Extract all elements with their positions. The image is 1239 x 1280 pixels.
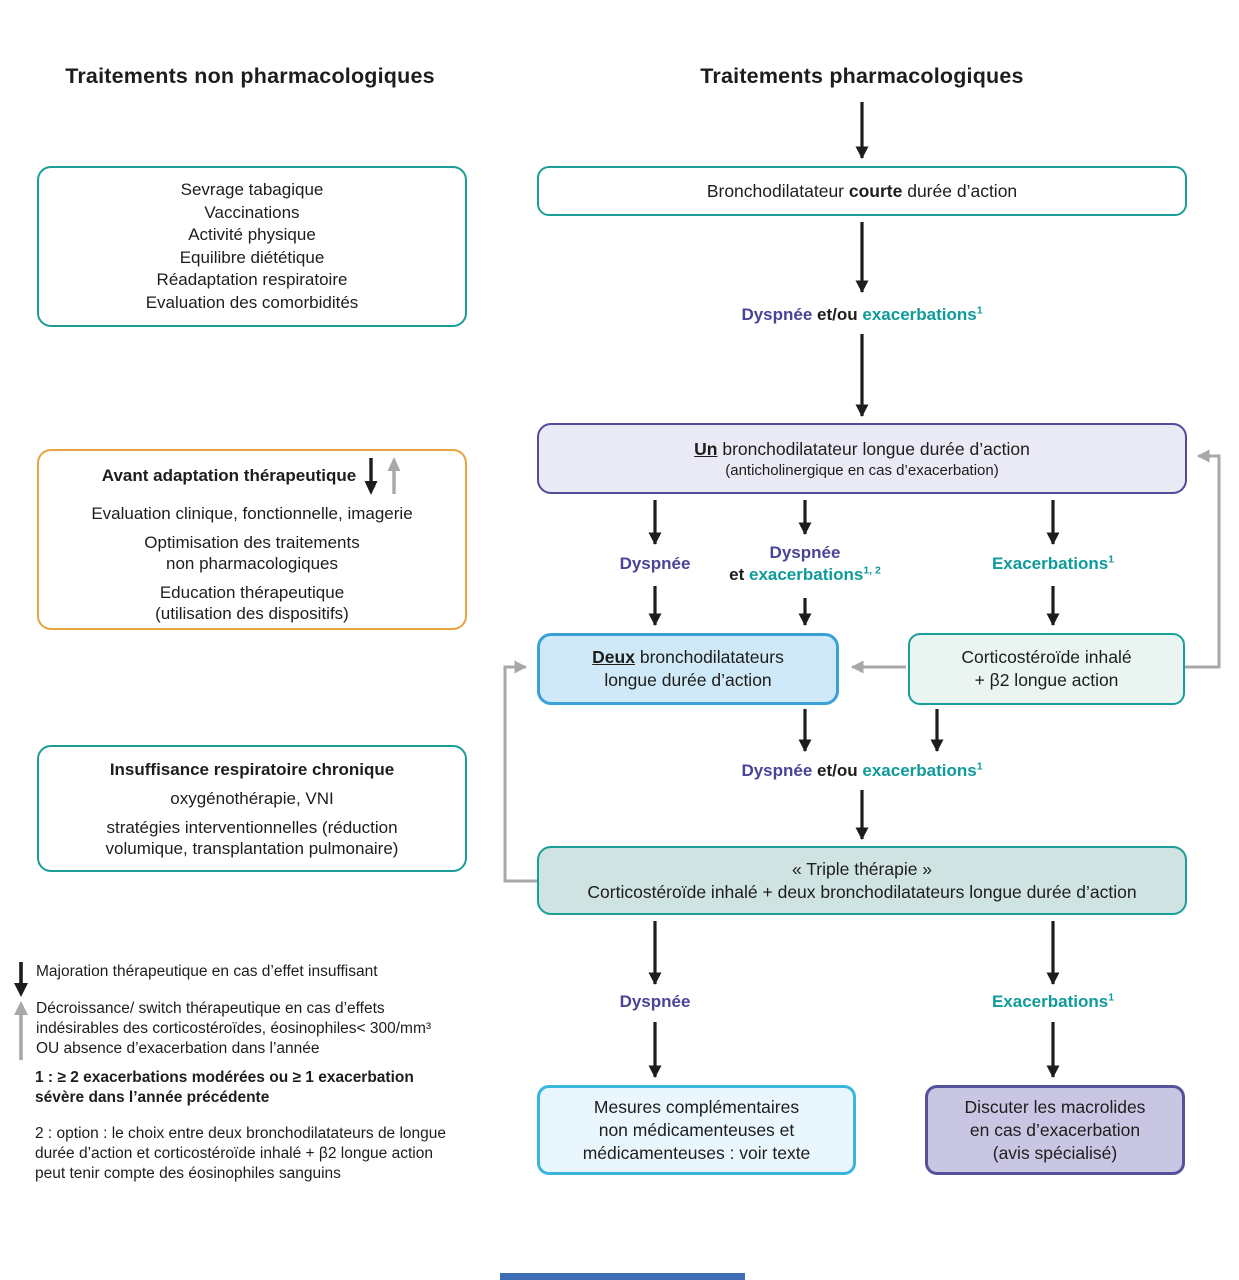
- dyspnea-exacerbations-label-1: [741, 304, 982, 326]
- legend-note2: [35, 1124, 525, 1184]
- short-acting-bronchodilator-box: [537, 166, 1187, 216]
- short-box-post: durée d’action: [902, 180, 1018, 201]
- adaptation-title-row: [102, 456, 402, 496]
- bottom-dyspnea-label: Dyspnée: [619, 992, 691, 1011]
- macrolides-line3: (avis spécialisé): [992, 1142, 1118, 1163]
- gray-up-arrow-icon: [386, 456, 402, 496]
- non-pharmacological-measures-box: [37, 166, 467, 327]
- adaptation-title: Avant adaptation thérapeutique: [101, 466, 357, 485]
- et-ou-text: et/ou: [812, 305, 863, 324]
- dyspnea-exacerbations-label-2: [741, 760, 982, 782]
- gray-feedback-triple-to-deux: [505, 667, 537, 881]
- exacerbations-text: exacerbations$^1$: [862, 304, 983, 324]
- branch-dyspnea-label: Dyspnée: [619, 554, 691, 573]
- mesures-line3: médicamenteuses : voir texte: [582, 1142, 811, 1163]
- legend-decroissance-line: indésirables des corticostéroïdes, éosinophiles< 300/mm³: [36, 1020, 432, 1037]
- chronic-line: oxygénothérapie, VNI: [170, 788, 334, 808]
- non-pharma-line: Sevrage tabagique: [180, 180, 324, 199]
- branch-dyspnea-exacerbations-label: [729, 542, 881, 586]
- legend-majoration: Majoration thérapeutique en cas d’effet insuffisant: [36, 963, 378, 980]
- cortico-line1: Corticostéroïde inhalé: [961, 647, 1132, 667]
- chronic-respiratory-failure-box: [37, 745, 467, 872]
- exacerbations-text: exacerbations$^{1, 2}$: [748, 564, 881, 584]
- short-box-pre: Bronchodilatateur: [706, 180, 849, 201]
- triple-line2: Corticostéroïde inhalé + deux bronchodilatateurs longue durée d’action: [587, 881, 1137, 902]
- deux-box-line1: [592, 646, 784, 669]
- deux-box-line2: longue durée d’action: [604, 670, 772, 690]
- adaptation-line: non pharmacologiques: [165, 553, 338, 573]
- two-long-acting-bronchodilators-box: [537, 633, 839, 705]
- left-column-title: Traitements non pharmacologiques: [65, 64, 435, 88]
- legend-decroissance-line: Décroissance/ switch thérapeutique en cas d’effets: [36, 1000, 385, 1017]
- legend-note2-line: durée d’action et corticostéroïde inhalé + β2 longue action: [35, 1145, 433, 1162]
- non-pharma-line: Réadaptation respiratoire: [156, 270, 348, 289]
- macrolides-line1: Discuter les macrolides: [964, 1096, 1146, 1117]
- legend-decroissance: [36, 999, 516, 1059]
- macrolides-box: [925, 1085, 1185, 1175]
- et-exacerbations-line: [729, 564, 881, 586]
- right-column-title: Traitements pharmacologiques: [700, 64, 1024, 88]
- branch-exacerbations-label: Exacerbations$^1$: [991, 553, 1115, 573]
- adaptation-line: Education thérapeutique: [159, 582, 345, 602]
- exacerbations-text: exacerbations$^1$: [862, 760, 983, 780]
- un-box-subline: (anticholinergique en cas d’exacerbation): [725, 461, 999, 479]
- inhaled-corticosteroid-box: [908, 633, 1185, 705]
- non-pharma-line: Vaccinations: [204, 202, 300, 222]
- triple-therapy-box: [537, 846, 1187, 915]
- short-box-text: [707, 181, 1017, 202]
- adaptation-line: Optimisation des traitements: [144, 532, 360, 552]
- legend-note2-line: peut tenir compte des éosinophiles sanguins: [35, 1165, 341, 1182]
- dyspnea-text: Dyspnée: [769, 543, 841, 562]
- macrolides-line2: en cas d’exacerbation: [969, 1119, 1141, 1140]
- short-box-bold: courte: [848, 180, 903, 201]
- non-pharma-line: Equilibre diététique: [179, 247, 325, 267]
- un-box-line1: [694, 439, 1030, 460]
- adaptation-line: Evaluation clinique, fonctionnelle, imagerie: [91, 503, 413, 523]
- gray-feedback-cortico-to-un: [1185, 456, 1219, 667]
- chronic-line: volumique, transplantation pulmonaire): [105, 838, 399, 858]
- gray-up-arrow-icon: [12, 1000, 30, 1062]
- before-therapeutic-adaptation-box: [37, 449, 467, 630]
- un-bold: Un: [694, 438, 718, 459]
- black-down-arrow-icon: [363, 456, 379, 496]
- et-text: et: [729, 565, 749, 584]
- deux-rest: bronchodilatateurs: [634, 647, 784, 667]
- legend-note1-line: 1 : ≥ 2 exacerbations modérées ou ≥ 1 exacerbation: [35, 1069, 414, 1086]
- un-rest: bronchodilatateur longue durée d’action: [717, 438, 1030, 459]
- complementary-measures-box: [537, 1085, 856, 1175]
- triple-line1: « Triple thérapie »: [791, 858, 933, 879]
- chronic-title: Insuffisance respiratoire chronique: [109, 759, 395, 779]
- mesures-line1: Mesures complémentaires: [593, 1096, 800, 1117]
- mesures-line2: non médicamenteuses et: [598, 1119, 795, 1140]
- legend-decroissance-line: OU absence d’exacerbation dans l’année: [36, 1040, 320, 1057]
- black-down-arrow-icon: [12, 960, 30, 998]
- dyspnea-text: Dyspnée: [741, 761, 813, 780]
- one-long-acting-bronchodilator-box: [537, 423, 1187, 494]
- bottom-blue-strip: [500, 1273, 745, 1280]
- adaptation-line: (utilisation des dispositifs): [155, 603, 349, 623]
- non-pharma-line: Activité physique: [188, 225, 316, 244]
- legend-note1: [35, 1068, 515, 1108]
- non-pharma-line: Evaluation des comorbidités: [145, 292, 359, 312]
- legend-note1-line: sévère dans l’année précédente: [35, 1089, 270, 1106]
- bottom-exacerbations-label: Exacerbations$^1$: [991, 991, 1115, 1011]
- legend-note2-line: 2 : option : le choix entre deux bronchodilatateurs de longue: [35, 1125, 447, 1142]
- deux-bold: Deux: [592, 647, 635, 667]
- et-ou-text: et/ou: [812, 761, 863, 780]
- cortico-line2: + β2 longue action: [974, 670, 1119, 690]
- dyspnea-text: Dyspnée: [741, 305, 813, 324]
- chronic-line: stratégies interventionnelles (réduction: [106, 817, 398, 837]
